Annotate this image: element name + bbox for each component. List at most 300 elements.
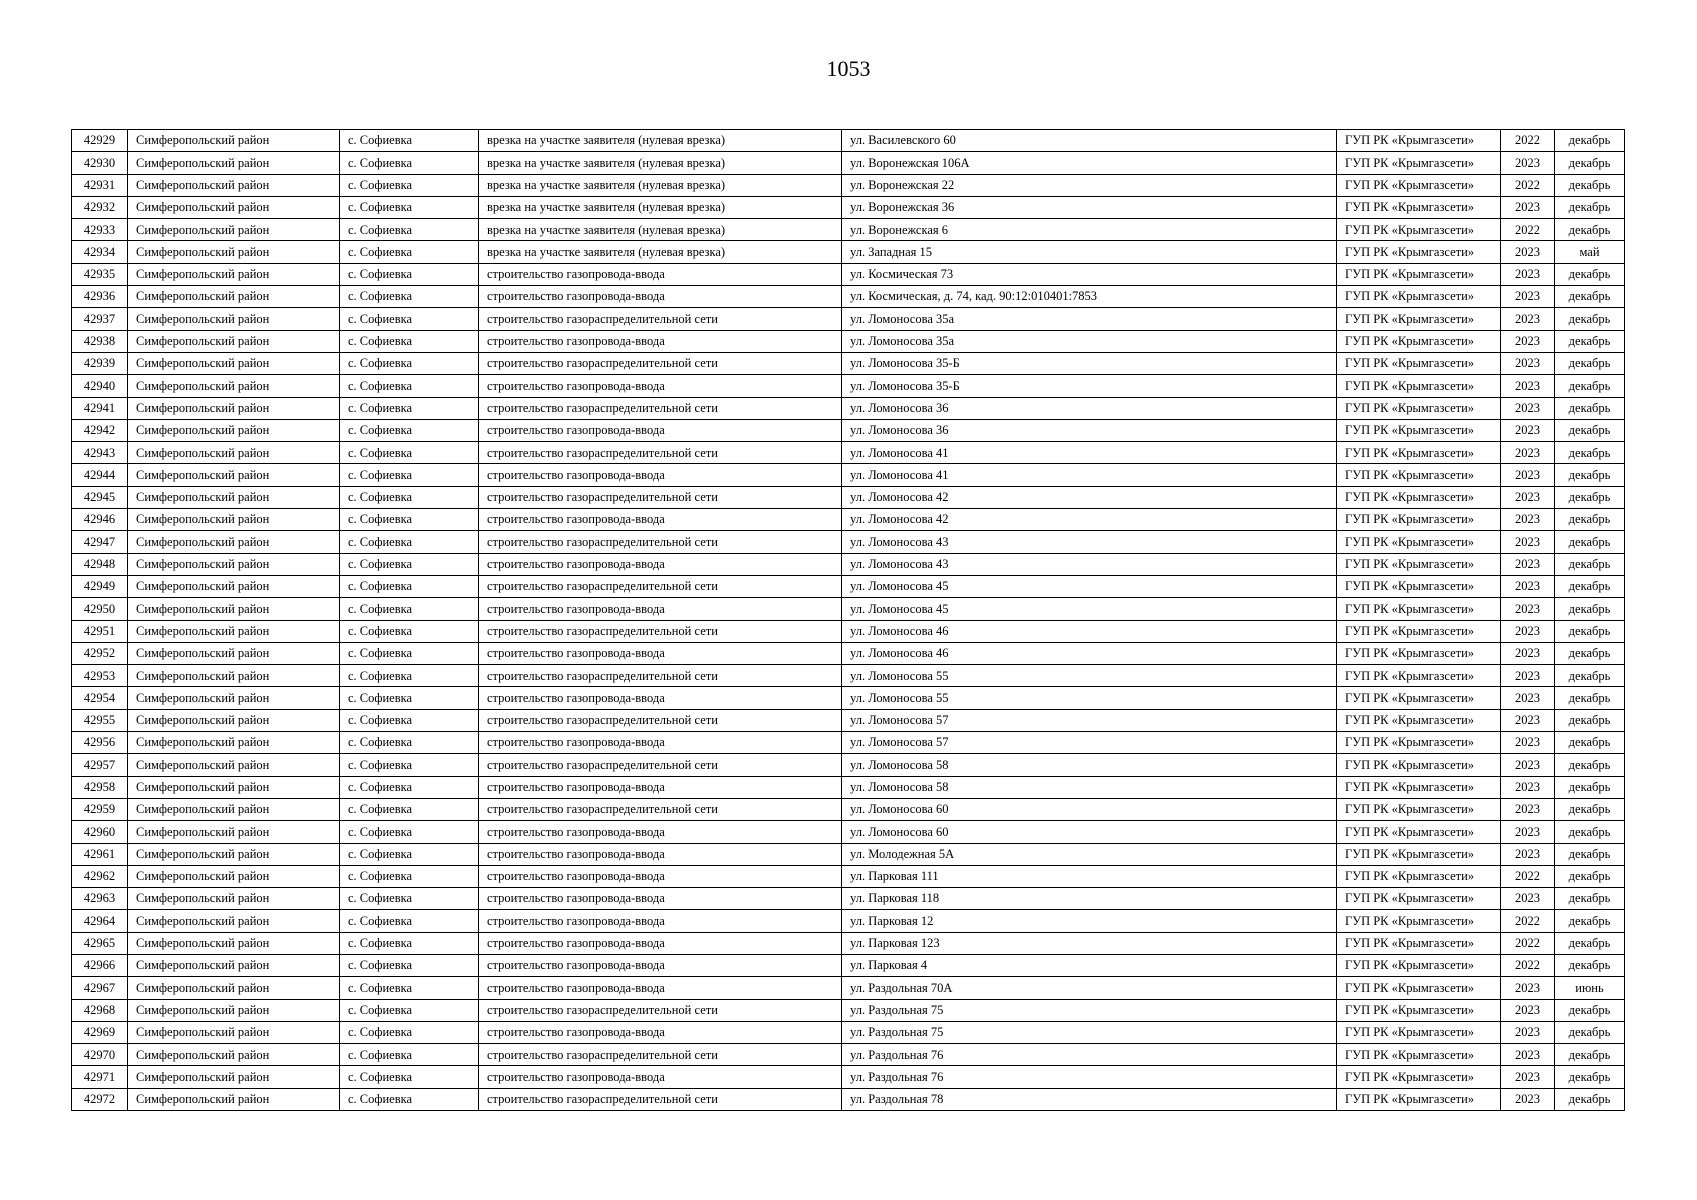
cell-work-type: строительство газораспределительной сети xyxy=(479,575,842,597)
cell-month: декабрь xyxy=(1555,910,1625,932)
cell-address: ул. Ломоносова 46 xyxy=(842,620,1337,642)
cell-settlement: с. Софиевка xyxy=(340,954,479,976)
cell-address: ул. Ломоносова 35-Б xyxy=(842,375,1337,397)
cell-month: декабрь xyxy=(1555,932,1625,954)
cell-month: декабрь xyxy=(1555,620,1625,642)
cell-number: 42963 xyxy=(72,888,128,910)
table-row xyxy=(72,464,1625,486)
table-row xyxy=(72,241,1625,263)
cell-district: Симферопольский район xyxy=(128,442,340,464)
cell-organization: ГУП РК «Крымгазсети» xyxy=(1337,397,1501,419)
cell-district: Симферопольский район xyxy=(128,954,340,976)
cell-address: ул. Раздольная 78 xyxy=(842,1088,1337,1110)
cell-district: Симферопольский район xyxy=(128,1088,340,1110)
cell-settlement: с. Софиевка xyxy=(340,910,479,932)
cell-address: ул. Космическая 73 xyxy=(842,263,1337,285)
cell-month: декабрь xyxy=(1555,152,1625,174)
cell-address: ул. Ломоносова 55 xyxy=(842,687,1337,709)
cell-work-type: врезка на участке заявителя (нулевая врезка) xyxy=(479,196,842,218)
cell-number: 42955 xyxy=(72,709,128,731)
cell-work-type: строительство газораспределительной сети xyxy=(479,442,842,464)
cell-organization: ГУП РК «Крымгазсети» xyxy=(1337,709,1501,731)
table-row xyxy=(72,219,1625,241)
cell-number: 42939 xyxy=(72,352,128,374)
cell-year: 2022 xyxy=(1501,219,1555,241)
cell-address: ул. Раздольная 76 xyxy=(842,1066,1337,1088)
cell-district: Симферопольский район xyxy=(128,977,340,999)
cell-work-type: врезка на участке заявителя (нулевая врезка) xyxy=(479,130,842,152)
table-row xyxy=(72,174,1625,196)
cell-work-type: строительство газопровода-ввода xyxy=(479,687,842,709)
cell-year: 2023 xyxy=(1501,888,1555,910)
cell-year: 2023 xyxy=(1501,196,1555,218)
cell-district: Симферопольский район xyxy=(128,709,340,731)
table-row xyxy=(72,1088,1625,1110)
cell-month: декабрь xyxy=(1555,308,1625,330)
cell-work-type: строительство газопровода-ввода xyxy=(479,977,842,999)
cell-year: 2022 xyxy=(1501,130,1555,152)
cell-work-type: строительство газораспределительной сети xyxy=(479,486,842,508)
cell-settlement: с. Софиевка xyxy=(340,598,479,620)
cell-work-type: строительство газопровода-ввода xyxy=(479,509,842,531)
cell-number: 42932 xyxy=(72,196,128,218)
cell-settlement: с. Софиевка xyxy=(340,219,479,241)
cell-number: 42954 xyxy=(72,687,128,709)
cell-month: декабрь xyxy=(1555,1066,1625,1088)
cell-work-type: строительство газопровода-ввода xyxy=(479,1066,842,1088)
cell-district: Симферопольский район xyxy=(128,308,340,330)
cell-settlement: с. Софиевка xyxy=(340,442,479,464)
cell-month: декабрь xyxy=(1555,419,1625,441)
cell-organization: ГУП РК «Крымгазсети» xyxy=(1337,776,1501,798)
table-row xyxy=(72,486,1625,508)
cell-work-type: строительство газопровода-ввода xyxy=(479,732,842,754)
cell-organization: ГУП РК «Крымгазсети» xyxy=(1337,977,1501,999)
table-row xyxy=(72,977,1625,999)
cell-work-type: строительство газопровода-ввода xyxy=(479,932,842,954)
cell-organization: ГУП РК «Крымгазсети» xyxy=(1337,932,1501,954)
cell-month: декабрь xyxy=(1555,531,1625,553)
table-row xyxy=(72,687,1625,709)
cell-settlement: с. Софиевка xyxy=(340,1044,479,1066)
cell-settlement: с. Софиевка xyxy=(340,642,479,664)
cell-settlement: с. Софиевка xyxy=(340,152,479,174)
cell-address: ул. Ломоносова 35а xyxy=(842,308,1337,330)
cell-district: Симферопольский район xyxy=(128,598,340,620)
table-row xyxy=(72,954,1625,976)
cell-year: 2023 xyxy=(1501,531,1555,553)
cell-district: Симферопольский район xyxy=(128,798,340,820)
cell-settlement: с. Софиевка xyxy=(340,665,479,687)
cell-settlement: с. Софиевка xyxy=(340,798,479,820)
cell-settlement: с. Софиевка xyxy=(340,776,479,798)
cell-month: декабрь xyxy=(1555,798,1625,820)
cell-work-type: строительство газопровода-ввода xyxy=(479,330,842,352)
cell-number: 42949 xyxy=(72,575,128,597)
table-row xyxy=(72,1021,1625,1043)
cell-address: ул. Ломоносова 43 xyxy=(842,553,1337,575)
cell-address: ул. Парковая 12 xyxy=(842,910,1337,932)
cell-organization: ГУП РК «Крымгазсети» xyxy=(1337,486,1501,508)
cell-month: декабрь xyxy=(1555,665,1625,687)
cell-settlement: с. Софиевка xyxy=(340,553,479,575)
cell-organization: ГУП РК «Крымгазсети» xyxy=(1337,598,1501,620)
cell-address: ул. Ломоносова 43 xyxy=(842,531,1337,553)
cell-number: 42940 xyxy=(72,375,128,397)
cell-district: Симферопольский район xyxy=(128,575,340,597)
cell-district: Симферопольский район xyxy=(128,263,340,285)
cell-month: декабрь xyxy=(1555,375,1625,397)
cell-district: Симферопольский район xyxy=(128,642,340,664)
cell-year: 2023 xyxy=(1501,241,1555,263)
cell-number: 42942 xyxy=(72,419,128,441)
cell-number: 42971 xyxy=(72,1066,128,1088)
table-row xyxy=(72,152,1625,174)
cell-address: ул. Ломоносова 35-Б xyxy=(842,352,1337,374)
cell-district: Симферопольский район xyxy=(128,375,340,397)
cell-year: 2022 xyxy=(1501,865,1555,887)
cell-month: декабрь xyxy=(1555,464,1625,486)
cell-work-type: строительство газораспределительной сети xyxy=(479,531,842,553)
cell-month: декабрь xyxy=(1555,732,1625,754)
cell-number: 42934 xyxy=(72,241,128,263)
cell-district: Симферопольский район xyxy=(128,196,340,218)
table-row xyxy=(72,330,1625,352)
cell-district: Симферопольский район xyxy=(128,352,340,374)
cell-number: 42964 xyxy=(72,910,128,932)
cell-address: ул. Ломоносова 57 xyxy=(842,709,1337,731)
cell-month: декабрь xyxy=(1555,754,1625,776)
cell-month: декабрь xyxy=(1555,174,1625,196)
cell-organization: ГУП РК «Крымгазсети» xyxy=(1337,954,1501,976)
cell-address: ул. Раздольная 75 xyxy=(842,999,1337,1021)
cell-year: 2023 xyxy=(1501,598,1555,620)
table-row xyxy=(72,642,1625,664)
page-number: 1053 xyxy=(826,56,871,81)
cell-address: ул. Парковая 118 xyxy=(842,888,1337,910)
table-row xyxy=(72,352,1625,374)
cell-year: 2023 xyxy=(1501,352,1555,374)
cell-settlement: с. Софиевка xyxy=(340,620,479,642)
cell-work-type: врезка на участке заявителя (нулевая врезка) xyxy=(479,241,842,263)
cell-work-type: строительство газопровода-ввода xyxy=(479,865,842,887)
cell-year: 2023 xyxy=(1501,152,1555,174)
cell-work-type: строительство газораспределительной сети xyxy=(479,397,842,419)
cell-settlement: с. Софиевка xyxy=(340,330,479,352)
table-row xyxy=(72,553,1625,575)
cell-month: декабрь xyxy=(1555,865,1625,887)
cell-organization: ГУП РК «Крымгазсети» xyxy=(1337,241,1501,263)
cell-year: 2023 xyxy=(1501,709,1555,731)
cell-number: 42929 xyxy=(72,130,128,152)
table-row xyxy=(72,910,1625,932)
cell-work-type: строительство газопровода-ввода xyxy=(479,821,842,843)
cell-work-type: строительство газопровода-ввода xyxy=(479,642,842,664)
table-row xyxy=(72,843,1625,865)
cell-number: 42972 xyxy=(72,1088,128,1110)
cell-organization: ГУП РК «Крымгазсети» xyxy=(1337,330,1501,352)
cell-district: Симферопольский район xyxy=(128,932,340,954)
cell-year: 2023 xyxy=(1501,642,1555,664)
cell-number: 42946 xyxy=(72,509,128,531)
cell-address: ул. Ломоносова 58 xyxy=(842,754,1337,776)
registry-table xyxy=(71,129,1625,1111)
cell-month: декабрь xyxy=(1555,575,1625,597)
cell-address: ул. Парковая 111 xyxy=(842,865,1337,887)
cell-address: ул. Ломоносова 58 xyxy=(842,776,1337,798)
cell-district: Симферопольский район xyxy=(128,665,340,687)
cell-address: ул. Ломоносова 36 xyxy=(842,397,1337,419)
cell-district: Симферопольский район xyxy=(128,776,340,798)
cell-settlement: с. Софиевка xyxy=(340,174,479,196)
cell-work-type: строительство газораспределительной сети xyxy=(479,665,842,687)
cell-district: Симферопольский район xyxy=(128,620,340,642)
cell-district: Симферопольский район xyxy=(128,130,340,152)
cell-settlement: с. Софиевка xyxy=(340,888,479,910)
cell-settlement: с. Софиевка xyxy=(340,308,479,330)
table-row xyxy=(72,130,1625,152)
cell-organization: ГУП РК «Крымгазсети» xyxy=(1337,910,1501,932)
table-row xyxy=(72,263,1625,285)
cell-number: 42950 xyxy=(72,598,128,620)
table-row xyxy=(72,196,1625,218)
cell-work-type: врезка на участке заявителя (нулевая врезка) xyxy=(479,174,842,196)
cell-work-type: строительство газопровода-ввода xyxy=(479,263,842,285)
cell-organization: ГУП РК «Крымгазсети» xyxy=(1337,531,1501,553)
cell-address: ул. Парковая 4 xyxy=(842,954,1337,976)
cell-address: ул. Раздольная 75 xyxy=(842,1021,1337,1043)
cell-settlement: с. Софиевка xyxy=(340,1021,479,1043)
cell-organization: ГУП РК «Крымгазсети» xyxy=(1337,196,1501,218)
table-row xyxy=(72,442,1625,464)
cell-year: 2022 xyxy=(1501,174,1555,196)
table-row xyxy=(72,575,1625,597)
cell-settlement: с. Софиевка xyxy=(340,486,479,508)
cell-number: 42948 xyxy=(72,553,128,575)
cell-number: 42936 xyxy=(72,286,128,308)
cell-number: 42956 xyxy=(72,732,128,754)
cell-number: 42938 xyxy=(72,330,128,352)
cell-year: 2023 xyxy=(1501,821,1555,843)
table-row xyxy=(72,821,1625,843)
cell-month: декабрь xyxy=(1555,843,1625,865)
cell-month: декабрь xyxy=(1555,1021,1625,1043)
cell-number: 42953 xyxy=(72,665,128,687)
cell-address: ул. Ломоносова 55 xyxy=(842,665,1337,687)
cell-organization: ГУП РК «Крымгазсети» xyxy=(1337,308,1501,330)
cell-district: Симферопольский район xyxy=(128,509,340,531)
cell-organization: ГУП РК «Крымгазсети» xyxy=(1337,553,1501,575)
cell-address: ул. Василевского 60 xyxy=(842,130,1337,152)
cell-work-type: строительство газопровода-ввода xyxy=(479,598,842,620)
table-row xyxy=(72,598,1625,620)
table-row xyxy=(72,999,1625,1021)
cell-address: ул. Космическая, д. 74, кад. 90:12:010401:7853 xyxy=(842,286,1337,308)
table-row xyxy=(72,375,1625,397)
cell-month: декабрь xyxy=(1555,352,1625,374)
cell-address: ул. Парковая 123 xyxy=(842,932,1337,954)
table-row xyxy=(72,798,1625,820)
cell-month: декабрь xyxy=(1555,598,1625,620)
cell-number: 42970 xyxy=(72,1044,128,1066)
table-row xyxy=(72,531,1625,553)
cell-organization: ГУП РК «Крымгазсети» xyxy=(1337,888,1501,910)
cell-work-type: строительство газопровода-ввода xyxy=(479,888,842,910)
cell-number: 42944 xyxy=(72,464,128,486)
cell-year: 2023 xyxy=(1501,843,1555,865)
cell-number: 42957 xyxy=(72,754,128,776)
cell-year: 2023 xyxy=(1501,442,1555,464)
table-row xyxy=(72,776,1625,798)
cell-month: декабрь xyxy=(1555,642,1625,664)
cell-month: декабрь xyxy=(1555,553,1625,575)
cell-organization: ГУП РК «Крымгазсети» xyxy=(1337,1044,1501,1066)
cell-year: 2023 xyxy=(1501,798,1555,820)
cell-number: 42965 xyxy=(72,932,128,954)
cell-settlement: с. Софиевка xyxy=(340,932,479,954)
cell-work-type: строительство газопровода-ввода xyxy=(479,954,842,976)
table-row xyxy=(72,932,1625,954)
cell-address: ул. Раздольная 70А xyxy=(842,977,1337,999)
cell-settlement: с. Софиевка xyxy=(340,843,479,865)
cell-year: 2023 xyxy=(1501,509,1555,531)
cell-settlement: с. Софиевка xyxy=(340,286,479,308)
cell-settlement: с. Софиевка xyxy=(340,509,479,531)
cell-month: декабрь xyxy=(1555,330,1625,352)
cell-organization: ГУП РК «Крымгазсети» xyxy=(1337,263,1501,285)
cell-settlement: с. Софиевка xyxy=(340,1088,479,1110)
cell-year: 2023 xyxy=(1501,419,1555,441)
table-row xyxy=(72,865,1625,887)
cell-year: 2023 xyxy=(1501,1066,1555,1088)
cell-organization: ГУП РК «Крымгазсети» xyxy=(1337,865,1501,887)
cell-district: Симферопольский район xyxy=(128,1066,340,1088)
table-row xyxy=(72,509,1625,531)
cell-organization: ГУП РК «Крымгазсети» xyxy=(1337,1088,1501,1110)
cell-district: Симферопольский район xyxy=(128,1021,340,1043)
cell-organization: ГУП РК «Крымгазсети» xyxy=(1337,286,1501,308)
cell-district: Симферопольский район xyxy=(128,732,340,754)
cell-year: 2023 xyxy=(1501,486,1555,508)
cell-district: Симферопольский район xyxy=(128,553,340,575)
cell-number: 42958 xyxy=(72,776,128,798)
cell-year: 2023 xyxy=(1501,397,1555,419)
cell-number: 42930 xyxy=(72,152,128,174)
cell-year: 2023 xyxy=(1501,999,1555,1021)
cell-address: ул. Ломоносова 35а xyxy=(842,330,1337,352)
cell-work-type: строительство газораспределительной сети xyxy=(479,1088,842,1110)
cell-address: ул. Воронежская 106А xyxy=(842,152,1337,174)
cell-address: ул. Раздольная 76 xyxy=(842,1044,1337,1066)
cell-year: 2023 xyxy=(1501,977,1555,999)
cell-work-type: врезка на участке заявителя (нулевая врезка) xyxy=(479,152,842,174)
cell-work-type: строительство газораспределительной сети xyxy=(479,754,842,776)
cell-year: 2023 xyxy=(1501,687,1555,709)
table-row xyxy=(72,286,1625,308)
cell-month: май xyxy=(1555,241,1625,263)
cell-district: Симферопольский район xyxy=(128,999,340,1021)
cell-year: 2023 xyxy=(1501,553,1555,575)
cell-month: декабрь xyxy=(1555,999,1625,1021)
cell-year: 2023 xyxy=(1501,1088,1555,1110)
cell-settlement: с. Софиевка xyxy=(340,999,479,1021)
cell-organization: ГУП РК «Крымгазсети» xyxy=(1337,419,1501,441)
cell-settlement: с. Софиевка xyxy=(340,196,479,218)
cell-organization: ГУП РК «Крымгазсети» xyxy=(1337,352,1501,374)
cell-settlement: с. Софиевка xyxy=(340,977,479,999)
cell-month: декабрь xyxy=(1555,821,1625,843)
cell-number: 42943 xyxy=(72,442,128,464)
cell-settlement: с. Софиевка xyxy=(340,865,479,887)
cell-number: 42960 xyxy=(72,821,128,843)
cell-month: декабрь xyxy=(1555,486,1625,508)
cell-work-type: строительство газораспределительной сети xyxy=(479,1044,842,1066)
cell-address: ул. Западная 15 xyxy=(842,241,1337,263)
cell-district: Симферопольский район xyxy=(128,286,340,308)
cell-address: ул. Ломоносова 41 xyxy=(842,464,1337,486)
cell-district: Симферопольский район xyxy=(128,843,340,865)
cell-district: Симферопольский район xyxy=(128,888,340,910)
cell-work-type: строительство газораспределительной сети xyxy=(479,999,842,1021)
cell-organization: ГУП РК «Крымгазсети» xyxy=(1337,464,1501,486)
cell-organization: ГУП РК «Крымгазсети» xyxy=(1337,843,1501,865)
cell-month: декабрь xyxy=(1555,1088,1625,1110)
cell-month: декабрь xyxy=(1555,1044,1625,1066)
cell-district: Симферопольский район xyxy=(128,910,340,932)
cell-organization: ГУП РК «Крымгазсети» xyxy=(1337,821,1501,843)
cell-settlement: с. Софиевка xyxy=(340,241,479,263)
cell-settlement: с. Софиевка xyxy=(340,732,479,754)
cell-settlement: с. Софиевка xyxy=(340,397,479,419)
table-row xyxy=(72,732,1625,754)
cell-address: ул. Ломоносова 36 xyxy=(842,419,1337,441)
cell-settlement: с. Софиевка xyxy=(340,419,479,441)
cell-year: 2022 xyxy=(1501,932,1555,954)
cell-district: Симферопольский район xyxy=(128,531,340,553)
cell-number: 42935 xyxy=(72,263,128,285)
cell-year: 2023 xyxy=(1501,665,1555,687)
cell-year: 2023 xyxy=(1501,1021,1555,1043)
cell-address: ул. Молодежная 5А xyxy=(842,843,1337,865)
cell-work-type: строительство газопровода-ввода xyxy=(479,375,842,397)
cell-settlement: с. Софиевка xyxy=(340,375,479,397)
cell-year: 2023 xyxy=(1501,464,1555,486)
cell-number: 42951 xyxy=(72,620,128,642)
cell-settlement: с. Софиевка xyxy=(340,1066,479,1088)
cell-district: Симферопольский район xyxy=(128,397,340,419)
cell-district: Симферопольский район xyxy=(128,1044,340,1066)
cell-number: 42945 xyxy=(72,486,128,508)
cell-month: декабрь xyxy=(1555,709,1625,731)
cell-organization: ГУП РК «Крымгазсети» xyxy=(1337,509,1501,531)
cell-district: Симферопольский район xyxy=(128,464,340,486)
cell-settlement: с. Софиевка xyxy=(340,464,479,486)
cell-year: 2023 xyxy=(1501,308,1555,330)
cell-month: декабрь xyxy=(1555,442,1625,464)
cell-district: Симферопольский район xyxy=(128,687,340,709)
cell-address: ул. Ломоносова 42 xyxy=(842,509,1337,531)
cell-address: ул. Ломоносова 45 xyxy=(842,598,1337,620)
cell-organization: ГУП РК «Крымгазсети» xyxy=(1337,442,1501,464)
cell-work-type: строительство газораспределительной сети xyxy=(479,709,842,731)
cell-month: декабрь xyxy=(1555,219,1625,241)
cell-work-type: строительство газопровода-ввода xyxy=(479,1021,842,1043)
cell-organization: ГУП РК «Крымгазсети» xyxy=(1337,1066,1501,1088)
cell-district: Симферопольский район xyxy=(128,486,340,508)
cell-number: 42931 xyxy=(72,174,128,196)
cell-month: июнь xyxy=(1555,977,1625,999)
table-row xyxy=(72,709,1625,731)
